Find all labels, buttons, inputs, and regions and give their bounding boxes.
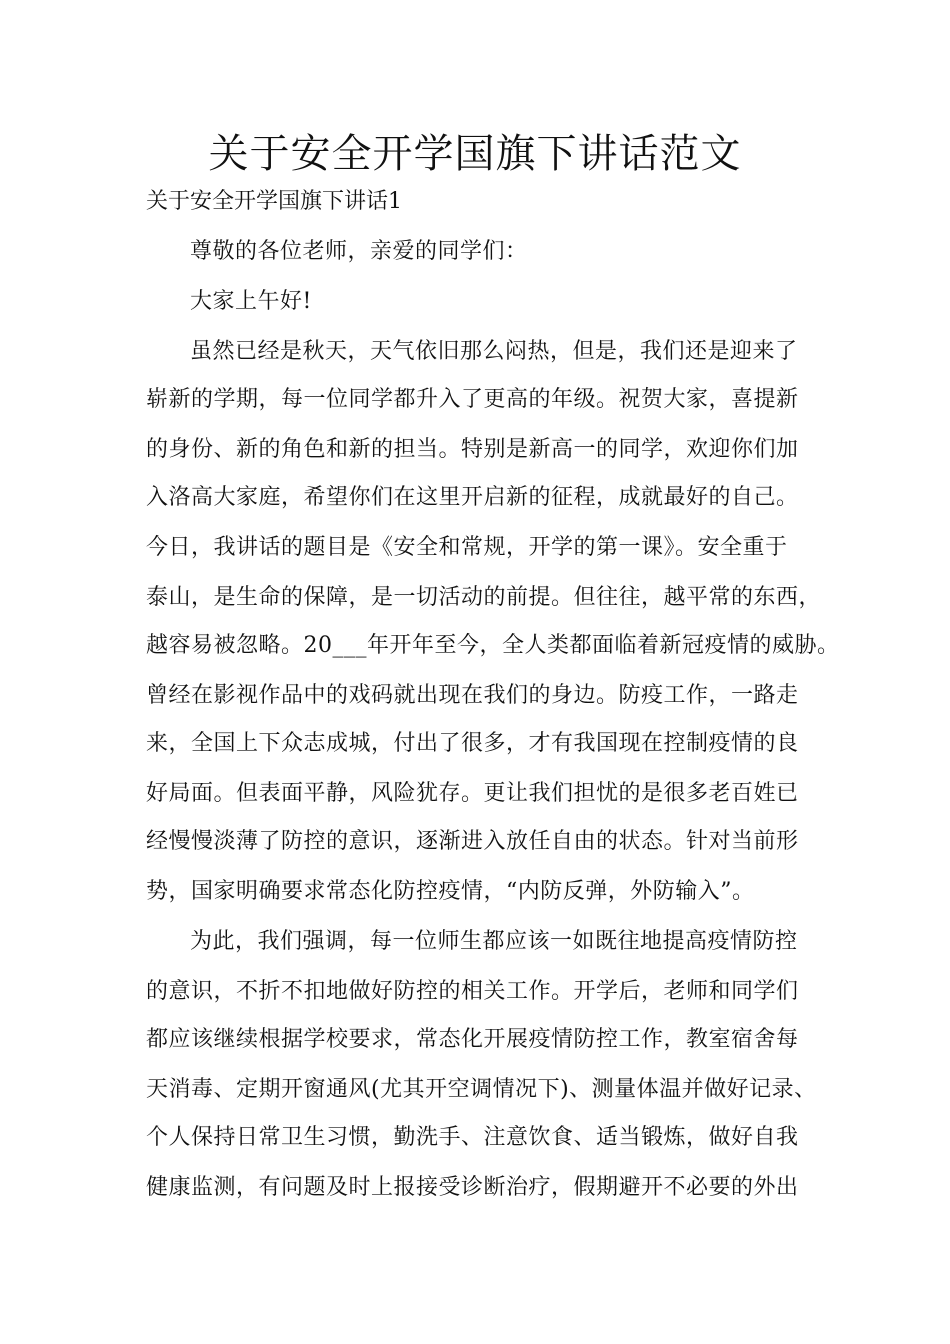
section-heading: 关于安全开学国旗下讲话1	[146, 189, 402, 214]
text-line: 经慢慢淡薄了防控的意识，逐渐进入放任自由的状态。针对当前形	[146, 829, 799, 854]
text-line: 天消毒、定期开窗通风(尤其开空调情况下)、测量体温并做好记录、	[146, 1077, 817, 1102]
text-line: 来，全国上下众志成城，付出了很多，才有我国现在控制疫情的良	[146, 731, 799, 756]
text-line: 为此，我们强调，每一位师生都应该一如既往地提高疫情防控	[190, 929, 798, 954]
text-line: 入洛高大家庭，希望你们在这里开启新的征程，成就最好的自己。	[146, 485, 799, 510]
text-line: 健康监测，有问题及时上报接受诊断治疗，假期避开不必要的外出	[146, 1175, 799, 1200]
text-line: 崭新的学期，每一位同学都升入了更高的年级。祝贺大家，喜提新	[146, 387, 799, 412]
text-line: 今日，我讲话的题目是《安全和常规，开学的第一课》。安全重于	[146, 535, 788, 560]
text-line: 曾经在影视作品中的戏码就出现在我们的身边。防疫工作，一路走	[146, 683, 799, 708]
text-line: 的身份、新的角色和新的担当。特别是新高一的同学，欢迎你们加	[146, 437, 799, 462]
text-line: 大家上午好!	[190, 289, 312, 314]
text-line: 的意识，不折不扣地做好防控的相关工作。开学后，老师和同学们	[146, 979, 799, 1004]
document-title: 关于安全开学国旗下讲话范文	[208, 131, 742, 177]
text-line: 都应该继续根据学校要求，常态化开展疫情防控工作，教室宿舍每	[146, 1027, 799, 1052]
text-line: 势，国家明确要求常态化防控疫情，“内防反弹，外防输入”。	[146, 879, 755, 904]
text-line: 虽然已经是秋天，天气依旧那么闷热，但是，我们还是迎来了	[190, 339, 798, 364]
text-line: 尊敬的各位老师，亲爱的同学们：	[190, 239, 528, 264]
text-line: 个人保持日常卫生习惯，勤洗手、注意饮食、适当锻炼，做好自我	[146, 1125, 799, 1150]
text-line: 泰山，是生命的保障，是一切活动的前提。但往往，越平常的东西，	[146, 585, 822, 610]
text-line: 好局面。但表面平静，风险犹存。更让我们担忧的是很多老百姓已	[146, 781, 799, 806]
text-line: 越容易被忽略。20___年开年至今，全人类都面临着新冠疫情的威胁。	[146, 633, 840, 658]
